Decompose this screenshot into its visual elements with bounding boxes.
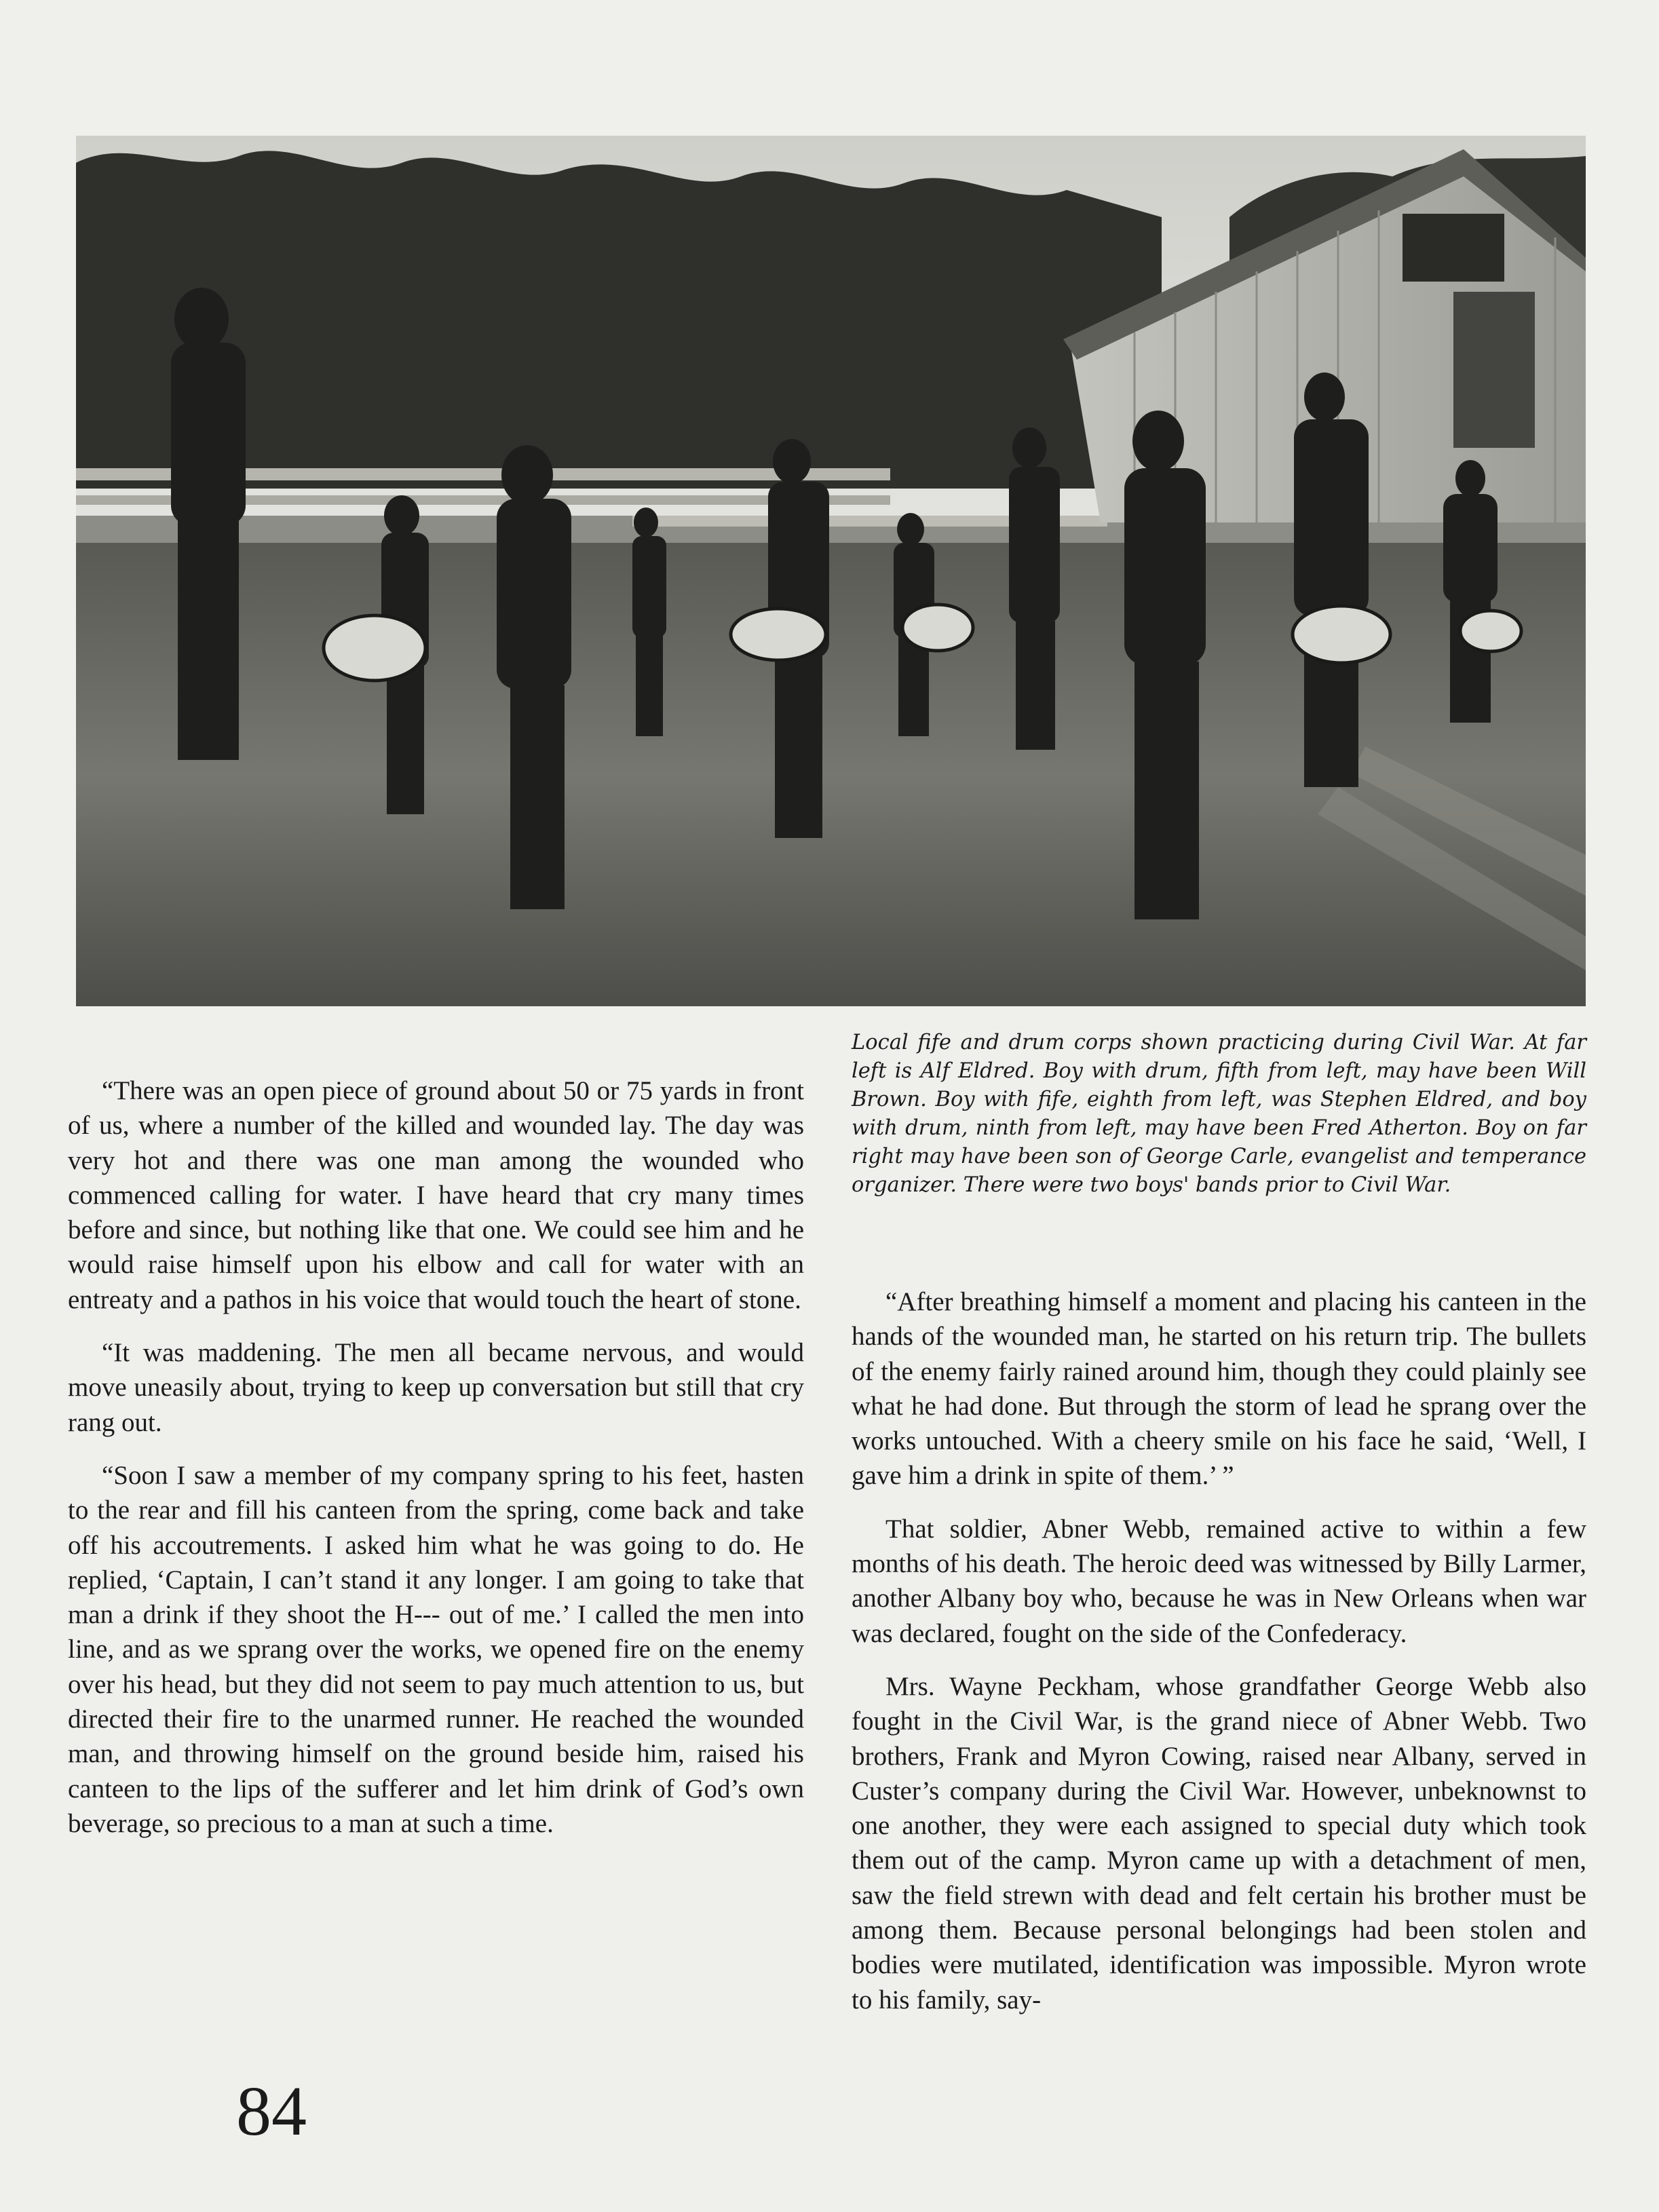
photo-caption: Local fife and drum corps shown practicing during Civil War. At far left is Alf Eldred. Boy with drum, fifth from left, may have been Will Brown. Boy with fife, eighth from left, was Stephen Eldred, and boy with drum, ninth from left, may have been Fred Atherton. Boy on far right may have been son of George Carle, evangelist and temperance organizer. There were two boys' bands prior to Civil War. (852, 1031, 1586, 1197)
page-number: 84 (236, 2072, 307, 2150)
paragraph: “After breathing himself a moment and placing his canteen in the hands of the wounded man, he started on his return trip. The bullets of the enemy fairly rained around him, though they could plainly see what he had done. But through the storm of lead he sprang over the works untouched. With a cheery smile on his face he said, ‘Well, I gave him a drink in spite of them.’ ” (852, 1287, 1586, 1491)
right-text-column (852, 1284, 1586, 2036)
paragraph: “It was maddening. The men all became nervous, and would move uneasily about, trying to keep up conversation but still that cry rang out. (68, 1338, 804, 1437)
paragraph: Mrs. Wayne Peckham, whose grandfather George Webb also fought in the Civil War, is the grand niece of Abner Webb. Two brothers, Frank and Myron Cowing, raised near Albany, served in Custer’s company during the Civil War. However, unbeknownst to one another, they were each assigned to special duty which took them out of the camp. Myron came up with a detachment of men, saw the field strewn with dead and felt certain his brother must be among them. Because personal belongings had been stolen and bodies were mutilated, identification was impossible. Myron wrote to his family, say- (852, 1671, 1586, 2015)
left-text-column (68, 1073, 804, 1859)
photo-illustration (76, 136, 1586, 1006)
paragraph: That soldier, Abner Webb, remained active to within a few months of his death. The heroic deed was witnessed by Billy Larmer, another Albany boy who, because he was in New Orleans when war was declared, fought on the side of the Confederacy. (852, 1514, 1586, 1648)
paragraph: “There was an open piece of ground about 50 or 75 yards in front of us, where a number of the killed and wounded lay. The day was very hot and there was one man among the wounded who commenced calling for water. I have heard that cry many times before and since, but nothing like that one. We could see him and he would raise himself upon his elbow and call for water with an entreaty and a pathos in his voice that would touch the heart of stone. (68, 1076, 804, 1314)
paragraph: “Soon I saw a member of my company spring to his feet, hasten to the rear and fill his canteen from the spring, come back and take off his accoutrements. I asked him what he was going to do. He replied, ‘Captain, I can’t stand it any longer. I am going to take that man a drink if they shoot the H--- out of me.’ I called the men into line, and as we sprang over the works, we opened fire on the enemy over his head, but they did not seem to pay much attention to us, but directed their fire to the unarmed runner. He reached the wounded man, and throwing himself on the ground beside him, raised his canteen to the lips of the sufferer and let him drink of God’s own beverage, so precious to a man at such a time. (68, 1460, 804, 1838)
fife-and-drum-corps-photo (76, 136, 1586, 1006)
